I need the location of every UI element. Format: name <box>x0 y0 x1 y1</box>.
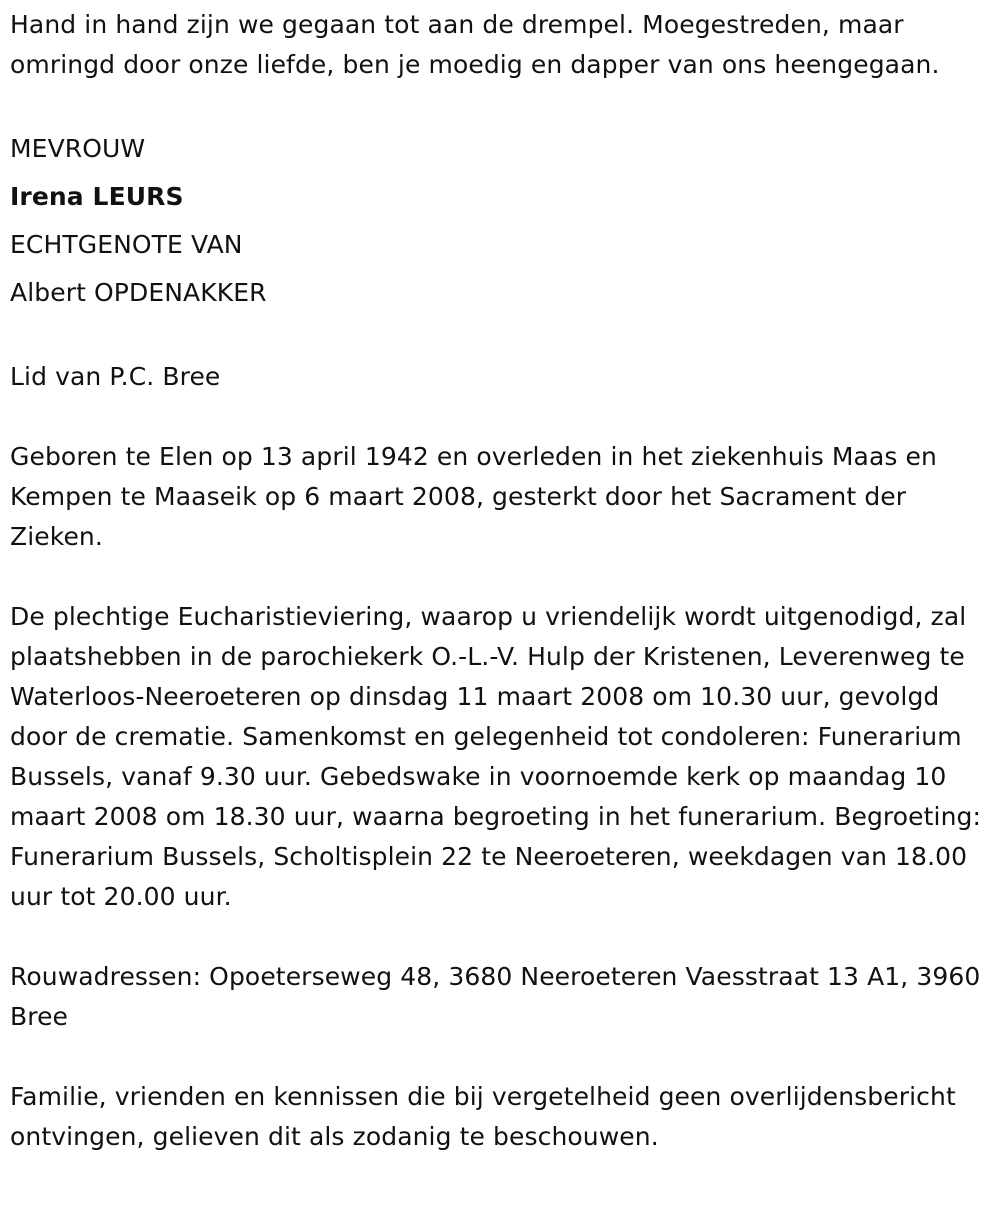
honorific: MEVROUW <box>10 134 146 163</box>
closing-paragraph: Familie, vrienden en kennissen die bij vergetelheid geen overlijdensbericht ontvingen, gelieven dit als zodanig te beschouwen. <box>10 1082 956 1151</box>
obituary-notice <box>10 5 985 1157</box>
relation-label: ECHTGENOTE VAN <box>10 230 243 259</box>
intro-paragraph: Hand in hand zijn we gegaan tot aan de drempel. Moegestreden, maar omringd door onze liefde, ben je moedig en dapper van ons heengegaan. <box>10 10 940 79</box>
spacer <box>10 557 985 597</box>
spacer <box>10 1037 985 1077</box>
spacer <box>10 917 985 957</box>
birth-death-paragraph: Geboren te Elen op 13 april 1942 en overleden in het ziekenhuis Maas en Kempen te Maaseik op 6 maart 2008, gesterkt door het Sacrament der Zieken. <box>10 442 937 551</box>
membership-line: Lid van P.C. Bree <box>10 362 221 391</box>
ceremony-paragraph: De plechtige Eucharistieviering, waarop u vriendelijk wordt uitgenodigd, zal plaatshebben in de parochiekerk O.-L.-V. Hulp der Kristenen, Leverenweg te Waterloos-Neeroeteren op dinsdag 11 maart 2008 om 10.30 uur, gevolgd door de crematie. Samenkomst en gelegenheid tot condoleren: Funerarium Bussels, vanaf 9.30 uur. Gebedswake in voornoemde kerk op maandag 10 maart 2008 om 18.30 uur, waarna begroeting in het funerarium. Begroeting: Funerarium Bussels, Scholtisplein 22 te Neeroeteren, weekdagen van 18.00 uur tot 20.00 uur. <box>10 602 982 911</box>
spacer <box>10 397 985 437</box>
deceased-name: Irena LEURS <box>10 182 184 211</box>
spacer <box>10 85 985 125</box>
addresses-paragraph: Rouwadressen: Opoeterseweg 48, 3680 Neeroeteren Vaesstraat 13 A1, 3960 Bree <box>10 962 981 1031</box>
spacer <box>10 317 985 357</box>
spouse-name: Albert OPDENAKKER <box>10 278 267 307</box>
